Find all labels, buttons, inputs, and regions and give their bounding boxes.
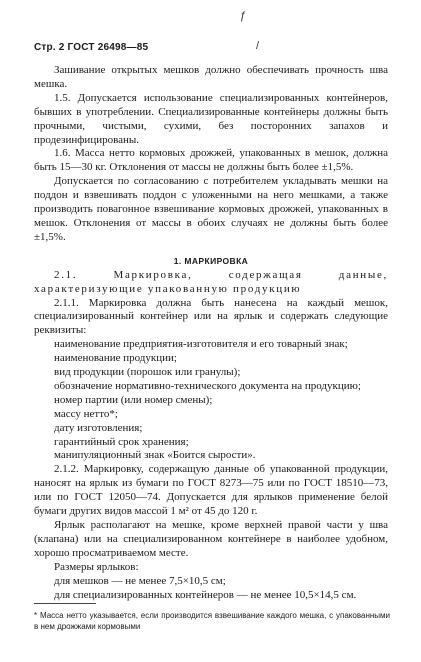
- footnote: * Масса нетто указывается, если производится взвешивание каждого мешка, с упакованными в нем дрожжами кормовыми: [34, 611, 390, 631]
- list-item: массу нетто*;: [54, 407, 118, 420]
- paragraph: 2.1.2. Маркировку, содержащую данные об упакованной продукции, наносят на ярлык из бумаги по ГОСТ 8273—75 или по ГОСТ 18510—73, или по ГОСТ 12050—74. Допускается для ярлыков применение белой бумаги других видов массой 1 м² от 45 до 120 г.: [34, 463, 388, 518]
- paragraph: 2.1.1. Маркировка должна быть нанесена на каждый мешок, специализированный контейнер или на ярлык и содержать следующие реквизиты:: [34, 296, 388, 337]
- document-body: [34, 64, 388, 602]
- list-item: обозначение нормативно-технического документа на продукцию;: [54, 379, 361, 392]
- margin-mark: ƒ: [240, 10, 247, 22]
- paragraph: 2.1. Маркировка, содержащая данные, характеризующие упакованную продукцию: [34, 268, 388, 295]
- list-item: вид продукции (порошок или гранулы);: [54, 366, 241, 379]
- paragraph: 1.5. Допускается использование специализированных контейнеров, бывших в употреблении. Специализированные контейнеры должны быть прочными, чистыми, сухими, без посторонних запахов и продезинфицированы.: [34, 91, 388, 146]
- page-header: Стр. 2 ГОСТ 26498—85: [34, 42, 149, 53]
- paragraph: 1.6. Масса нетто кормовых дрожжей, упакованных в мешок, должна быть 15—30 кг. Отклонения от массы не должны быть более ±1,5%.: [34, 147, 388, 174]
- list-item: наименование продукции;: [54, 352, 177, 365]
- list-item: номер партии (или номер смены);: [54, 393, 213, 406]
- paragraph: Зашивание открытых мешков должно обеспечивать прочность шва мешка.: [34, 64, 388, 90]
- footnote-divider: [34, 603, 96, 604]
- list-item: дату изготовления;: [54, 421, 143, 434]
- section-title: 1. МАРКИРОВКА: [173, 255, 249, 266]
- margin-mark: /: [256, 40, 260, 52]
- paragraph: Ярлык располагают на мешке, кроме верхней правой части у шва (клапана) или на специализированном контейнере в наиболее удобном, хорошо просматриваемом месте.: [34, 519, 388, 559]
- list-item: для мешков — не менее 7,5×10,5 см;: [54, 574, 226, 587]
- list-item: для специализированных контейнеров — не менее 10,5×14,5 см.: [54, 588, 357, 601]
- list-item: гарантийный срок хранения;: [54, 435, 189, 448]
- list-item: манипуляционный знак «Боится сырости».: [54, 449, 256, 462]
- list-item: наименование предприятия-изготовителя и его товарный знак;: [54, 338, 348, 351]
- paragraph: Размеры ярлыков:: [54, 560, 139, 573]
- paragraph: Допускается по согласованию с потребителем укладывать мешки на поддон и взвешивать поддон с уложенными на него мешками, а также производить повагонное взвешивание кормовых дрожжей, упакованных в мешок. Отклонения от массы в обоих случаях не должны быть более ±1,5%.: [34, 175, 388, 243]
